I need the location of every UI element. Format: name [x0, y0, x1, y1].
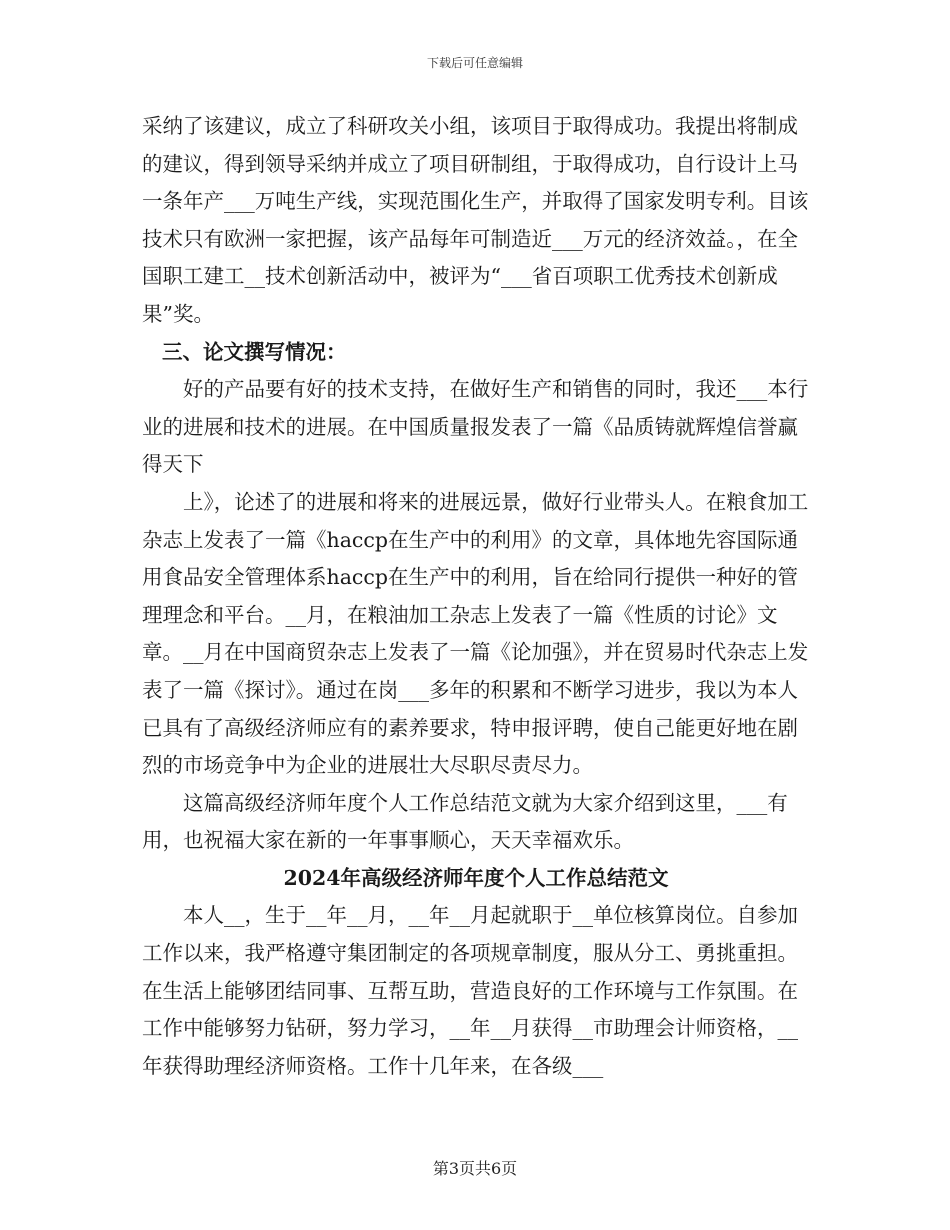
document-title: 2024年高级经济师年度个人工作总结范文: [283, 865, 669, 890]
paragraph-closing: 这篇高级经济师年度个人工作总结范文就为大家介绍到这里，___有用，也祝福大家在新的一年事事顺心，天天幸福欢乐。: [142, 790, 788, 853]
page-footer: 第3页共6页: [432, 1159, 518, 1178]
page-header: 下载后可任意编辑: [426, 56, 523, 70]
paragraph-project-achievements: 采纳了该建议，成立了科研攻关小组，该项目于取得成功。我提出将制成的建议，得到领导采纳并成立了项目研制组，于取得成功，自行设计上马一条年产___万吨生产线，实现范围化生产，并取得了国家发明专利。目该技术只有欧洲一家把握，该产品每年可制造近___万元的经济效益。，在全国职工建工__技术创新活动中，被评为“___省百项职工优秀技术创新成果”奖。: [142, 114, 809, 326]
paragraph-papers-intro: 好的产品要有好的技术支持，在做好生产和销售的同时，我还___本行业的进展和技术的进展。在中国质量报发表了一篇《品质铸就辉煌信誉赢得天下: [142, 377, 809, 477]
document-body: [142, 108, 810, 1085]
paragraph-self-introduction: 本人__，生于__年__月，__年__月起就职于__单位核算岗位。自参加工作以来，我严格遵守集团制定的各项规章制度，服从分工、勇挑重担。在生活上能够团结同事、互帮互助，营造良好的工作环境与工作氛围。在工作中能够努力钻研，努力学习，__年__月获得__市助理会计师资格，__年获得助理经济师资格。工作十几年来，在各级___: [142, 903, 798, 1078]
paragraph-papers-detail: 上》，论述了的进展和将来的进展远景，做好行业带头人。在粮食加工杂志上发表了一篇《haccp在生产中的利用》的文章，具体地先容国际通用食品安全管理体系haccp在生产中的利用，旨在给同行提供一种好的管理理念和平台。__月，在粮油加工杂志上发表了一篇《性质的讨论》文章。__月在中国商贸杂志上发表了一篇《论加强》，并在贸易时代杂志上发表了一篇《探讨》。通过在岗___多年的积累和不断学习进步，我以为本人已具有了高级经济师应有的素养要求，特申报评聘，使自己能更好地在剧烈的市场竞争中为企业的进展壮大尽职尽责尽力。: [142, 489, 809, 778]
section-heading-papers: 三、论文撰写情况：: [162, 339, 347, 364]
